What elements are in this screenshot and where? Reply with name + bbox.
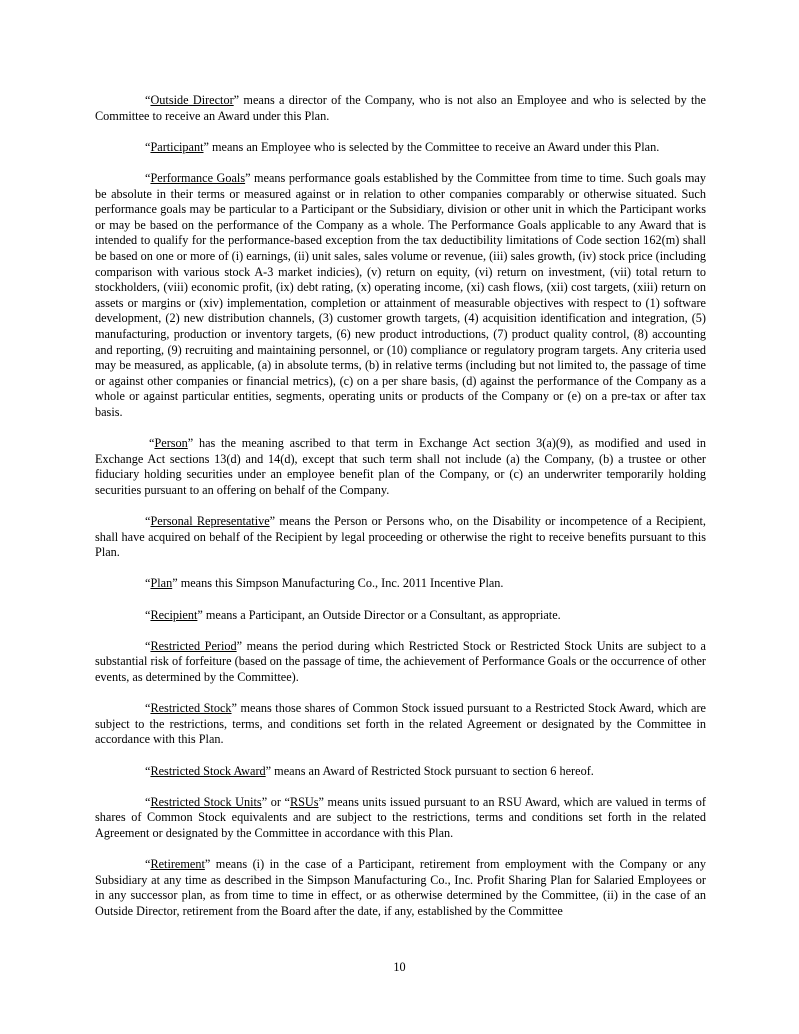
defined-term: Restricted Period [150, 638, 237, 653]
definition-text: ” means performance goals established by the Committee from time to time. Such goals may be absolute in their terms or measured against or in relation to other companies comparably or otherwise situated. Such performance goals may be particular to a Participant or the Subsidiary, division or other unit in which the Participant works or may be based on the performance of the Company as a whole. The Performance Goals applicable to any Award that is intended to qualify for the performance-based exception from the tax deductibility limitations of Code section 162(m) shall be based on one or more of (i) earnings, (ii) unit sales, sales volume or revenue, (iii) sales growth, (iv) stock price (including comparison with various stock A-3 market indicies), (v) return on equity, (vi) return on investment, (vii) total return to stockholders, (viii) economic profit, (ix) debt rating, (x) operating income, (xi) cash flows, (xii) cost targets, (xiii) return on assets or margins or (xiv) implementation, completion or attainment of measurable objectives with respect to (1) software development, (2) new distribution channels, (3) customer growth targets, (4) acquisition identification and integration, (5) manufacturing, production or inventory targets, (6) new product introductions, (7) product quality control, (8) accounting and reporting, (9) recruiting and maintaining personnel, or (10) compliance or regulatory program targets. Any criteria used may be measured, as applicable, (a) in absolute terms, (b) in relative terms (including but not limited to, the passage of time or against other companies or financial metrics), (c) on a per share basis, (d) against the performance of the Company as a whole or against particular entities, segments, operating units or products of the Company or (e) on a pre-tax or after tax basis. [95, 170, 706, 419]
definition-text: “ [145, 794, 151, 809]
definition-text: “ [145, 607, 151, 622]
defined-term: Person [154, 436, 188, 451]
defined-term: RSUs [289, 794, 319, 809]
definition-text: “ [145, 576, 151, 591]
definition-text: “ [145, 514, 151, 529]
definition-text: “ [145, 701, 151, 716]
definition-outside-director [95, 93, 706, 124]
definition-performance-goals [95, 171, 706, 421]
definition-restricted-stock-units [95, 795, 706, 842]
definition-text: “ [145, 93, 151, 107]
defined-term: Outside Director [150, 93, 234, 107]
defined-term: Recipient [150, 607, 198, 622]
defined-term: Retirement [150, 857, 205, 872]
definition-plan [95, 576, 706, 592]
definition-text: “ [145, 139, 151, 154]
definition-text: ” means an Employee who is selected by the Committee to receive an Award under this Plan. [203, 139, 660, 154]
definition-text: ” means an Award of Restricted Stock pursuant to section 6 hereof. [265, 763, 594, 778]
defined-term: Restricted Stock Award [150, 763, 266, 778]
definition-text: ” or “ [261, 794, 290, 809]
defined-term: Personal Representative [150, 514, 270, 529]
definition-personal-representative [95, 514, 706, 561]
definition-text: ” means (i) in the case of a Participant, retirement from employment with the Company or any Subsidiary at any time as described in the Simpson Manufacturing Co., Inc. Profit Sharing Plan for Salaried Employees or in any successor plan, as from time to time in effect, or as otherwise determined by the Committee, (ii) in the case of an Outside Director, retirement from the Board after the date, if any, established by the Committee [95, 857, 706, 918]
definition-participant [95, 140, 706, 156]
definition-retirement [95, 857, 706, 919]
definition-text: “ [145, 638, 151, 653]
defined-term: Performance Goals [150, 170, 246, 185]
definition-text: “ [145, 763, 151, 778]
defined-term: Plan [150, 576, 173, 591]
defined-term: Restricted Stock [150, 701, 232, 716]
document-body [95, 93, 706, 935]
definition-text: ” means a Participant, an Outside Director or a Consultant, as appropriate. [197, 607, 561, 622]
definition-text: ” means the period during which Restricted Stock or Restricted Stock Units are subject to a substantial risk of forfeiture (based on the passage of time, the achievement of Performance Goals or the occurrence of other events, as determined by the Committee). [95, 638, 706, 684]
definition-text: “ [145, 170, 151, 185]
defined-term: Participant [150, 139, 204, 154]
definition-text: “ [145, 857, 151, 872]
definition-text: ” means the Person or Persons who, on the Disability or incompetence of a Recipient, shall have acquired on behalf of the Recipient by legal proceeding or otherwise the right to receive benefits pursuant to this Plan. [95, 514, 706, 560]
definition-text: ” means this Simpson Manufacturing Co., Inc. 2011 Incentive Plan. [172, 576, 504, 591]
definition-recipient [95, 608, 706, 624]
definition-text: ” means those shares of Common Stock issued pursuant to a Restricted Stock Award, which are subject to the restrictions, terms, and conditions set forth in the related Agreement or designated by the Committee in accordance with this Plan. [95, 701, 706, 747]
definition-restricted-period [95, 639, 706, 686]
definition-restricted-stock-award [95, 764, 706, 780]
definition-restricted-stock [95, 701, 706, 748]
definition-text: “ [149, 436, 155, 451]
definition-text: ” means units issued pursuant to an RSU Award, which are valued in terms of shares of Common Stock equivalents and are subject to the restrictions, terms and conditions set forth in the related Agreement or designated by the Committee in accordance with this Plan. [95, 794, 706, 840]
page-number: 10 [393, 960, 406, 974]
defined-term: Restricted Stock Units [150, 794, 262, 809]
definition-person [95, 436, 706, 498]
definition-text: ” has the meaning ascribed to that term in Exchange Act section 3(a)(9), as modified and used in Exchange Act sections 13(d) and 14(d), except that such term shall not include (a) the Company, (b) a trustee or other fiduciary holding securities under an employee benefit plan of the Company, or (c) an underwriter temporarily holding securities pursuant to an offering on behalf of the Company. [95, 436, 706, 497]
definition-text: ” means a director of the Company, who is not also an Employee and who is selected by the Committee to receive an Award under this Plan. [95, 93, 706, 123]
